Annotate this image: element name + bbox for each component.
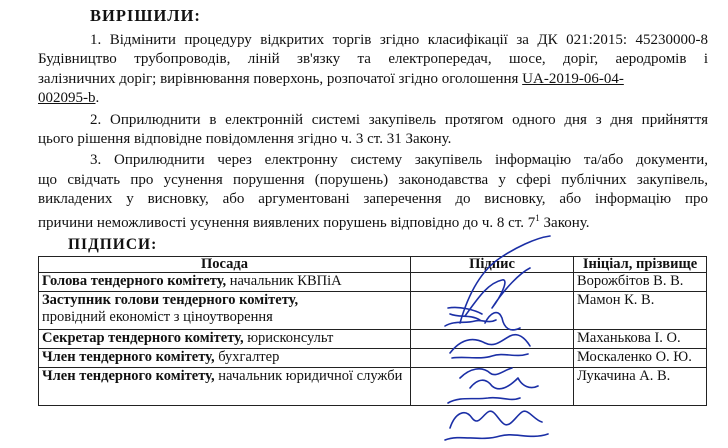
item1-line2: Будівництво трубопроводів, ліній зв'язку та електропередач, шосе, доріг, аеродромів і xyxy=(38,51,708,67)
signature-cell xyxy=(411,349,574,368)
role-detail: начальник КВПіА xyxy=(226,273,342,289)
role-title: Заступник голови тендерного комітету, xyxy=(42,292,299,308)
position-cell xyxy=(39,368,411,406)
item3-superscript: 1 xyxy=(535,213,540,223)
item3-line1: 3. Оприлюднити через електронну систему закупівель інформацію та/або документи, xyxy=(90,152,708,168)
item1-line4-end: . xyxy=(95,90,100,106)
item2-line1: 2. Оприлюднити в електронній системі закупівель протягом одного дня з дня прийняття xyxy=(90,112,708,128)
item1-line3-text: залізничних доріг; вирівнювання поверхонь, розпочатої згідно оголошення xyxy=(38,71,523,87)
item3-line4 xyxy=(38,209,590,232)
signature-cell xyxy=(411,273,574,292)
item3-line3: викладених у висновку, або аргументовані заперечення до висновку, або інформацію про xyxy=(38,191,708,207)
item2-line2: цього рішення відповідне повідомлення згідно ч. 3 ст. 31 Закону. xyxy=(38,131,452,147)
table-row xyxy=(39,330,707,349)
role-detail: провідний економіст з ціноутворення xyxy=(42,309,273,325)
announcement-ref-part1: UA-2019-06-04- xyxy=(522,71,624,87)
role-detail: начальник юридичної служби xyxy=(214,368,403,384)
name-cell: Маханькова І. О. xyxy=(574,330,707,349)
signature-cell xyxy=(411,330,574,349)
item3-line4-text: причини неможливості усунення виявлених порушень відповідно до ч. 8 ст. 7 xyxy=(38,215,536,231)
position-cell xyxy=(39,273,411,292)
item1-line4 xyxy=(38,89,99,107)
item1-line1: 1. Відмінити процедуру відкритих торгів згідно класифікації за ДК 021:2015: 45230000-8 xyxy=(90,32,708,48)
name-cell: Москаленко О. Ю. xyxy=(574,349,707,368)
item3-line4-end: Закону. xyxy=(539,215,590,231)
signature-cell xyxy=(411,368,574,406)
signature-stroke xyxy=(450,411,542,428)
table-row xyxy=(39,273,707,292)
position-cell xyxy=(39,330,411,349)
position-cell xyxy=(39,349,411,368)
table-row xyxy=(39,349,707,368)
decided-heading: ВИРІШИЛИ: xyxy=(90,6,201,25)
role-title: Член тендерного комітету, xyxy=(42,368,215,384)
item3-line2: що свідчать про усунення порушення (порушень) законодавства у сфері публічних закупівель, xyxy=(38,172,708,188)
name-cell: Мамон К. В. xyxy=(574,292,707,330)
role-detail: юрисконсульт xyxy=(243,330,334,346)
header-signature: Підпис xyxy=(411,257,574,273)
table-row xyxy=(39,368,707,406)
table-header-row xyxy=(39,257,707,273)
table-row xyxy=(39,292,707,330)
header-name: Ініціал, прізвище xyxy=(574,257,707,273)
signatures-heading: ПІДПИСИ: xyxy=(68,236,158,253)
role-title: Голова тендерного комітету, xyxy=(42,273,227,289)
signature-stroke xyxy=(445,434,548,440)
header-position: Посада xyxy=(39,257,411,273)
signatures-table xyxy=(38,256,707,406)
role-title: Секретар тендерного комітету, xyxy=(42,330,244,346)
name-cell: Ворожбітов В. В. xyxy=(574,273,707,292)
role-title: Член тендерного комітету, xyxy=(42,349,215,365)
announcement-ref-part2: 002095-b xyxy=(38,90,96,106)
signature-cell xyxy=(411,292,574,330)
name-cell: Лукачина А. В. xyxy=(574,368,707,406)
role-detail: бухгалтер xyxy=(214,349,280,365)
position-cell xyxy=(39,292,411,330)
item1-line3 xyxy=(38,70,708,88)
